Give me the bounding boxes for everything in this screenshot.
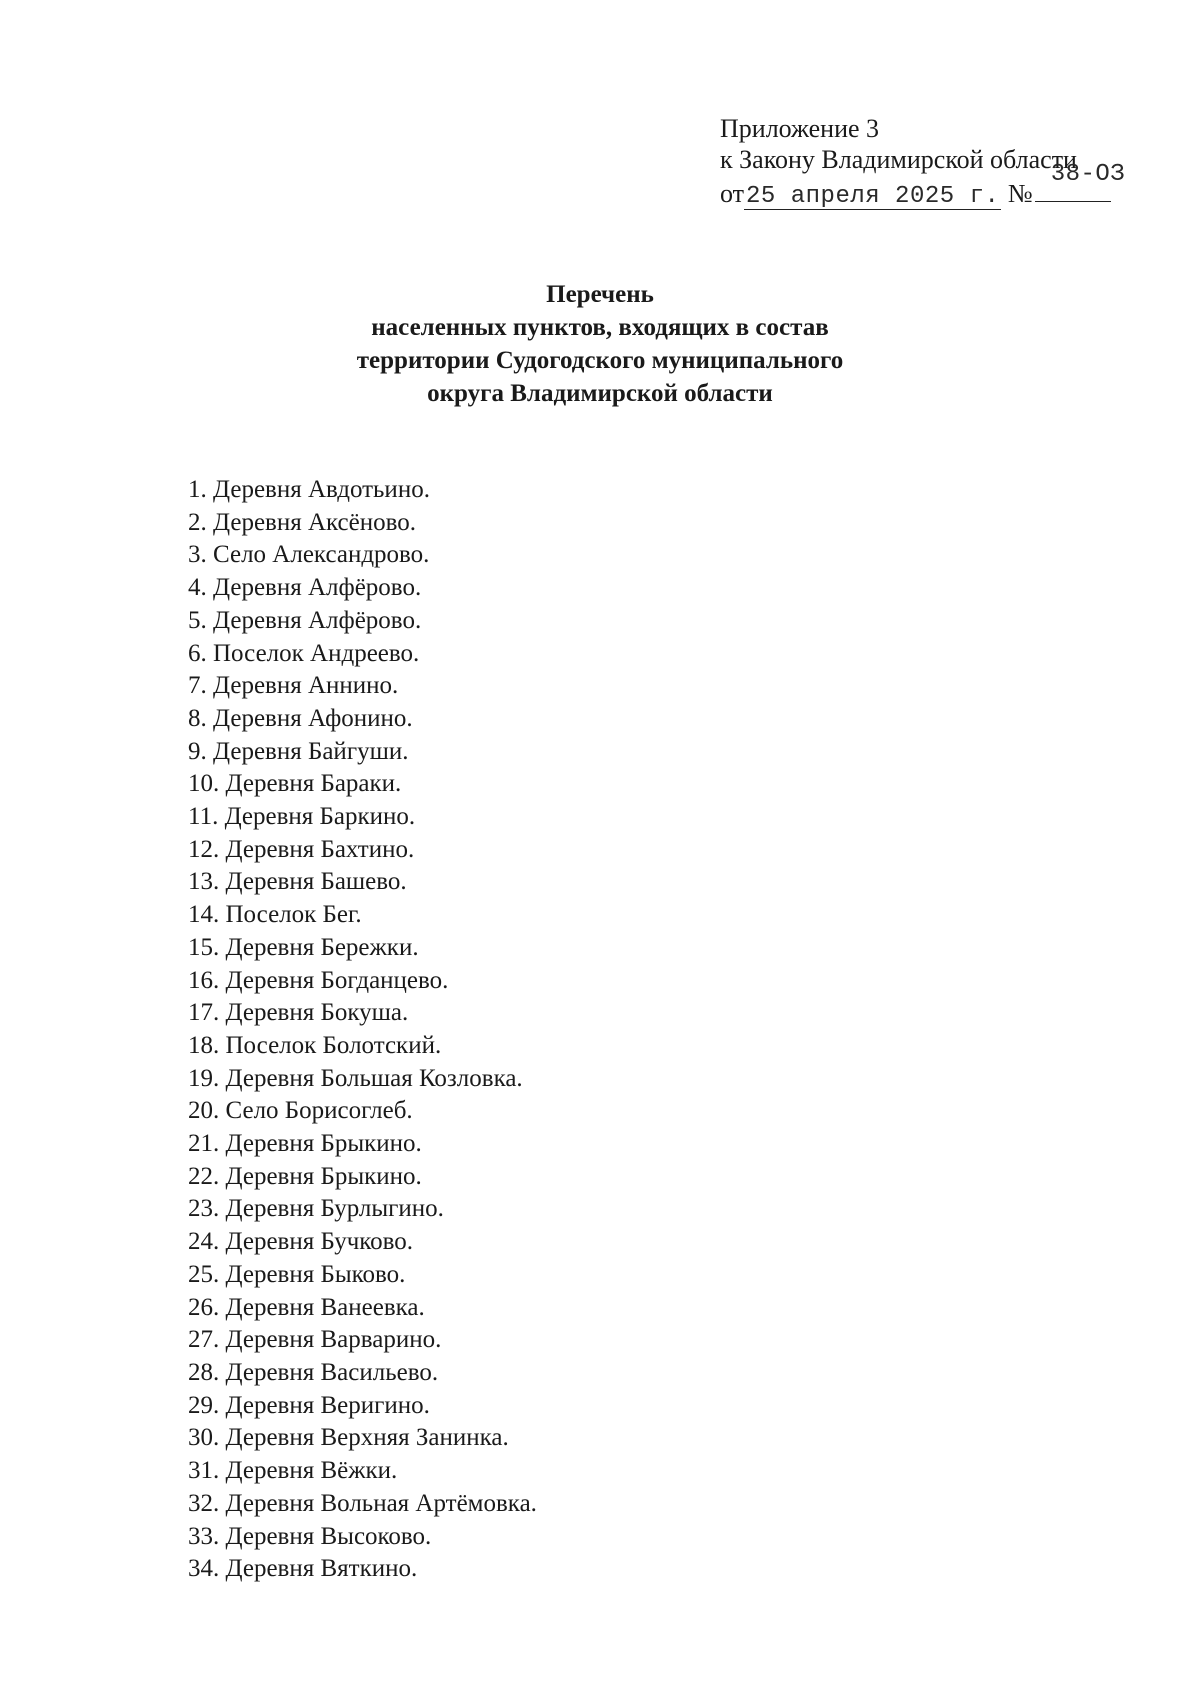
appendix-header (720, 113, 1160, 210)
date-number-row (720, 161, 1160, 210)
list-item: 11. Деревня Баркино. (188, 803, 416, 831)
list-item: 31. Деревня Вёжки. (188, 1457, 398, 1485)
list-item: 2. Деревня Аксёново. (188, 508, 417, 536)
list-item: 32. Деревня Вольная Артёмовка. (188, 1489, 537, 1517)
date-field (744, 182, 1001, 210)
list-item: 17. Деревня Бокуша. (188, 999, 409, 1027)
list-item: 34. Деревня Вяткино. (188, 1555, 418, 1583)
list-item: 15. Деревня Бережки. (188, 933, 419, 961)
list-item: 3. Село Александрово. (188, 541, 430, 569)
list-item: 7. Деревня Аннино. (188, 672, 399, 700)
list-item: 4. Деревня Алфёрово. (188, 574, 422, 602)
list-item: 9. Деревня Байгуши. (188, 737, 409, 765)
law-number: 38-ОЗ (1050, 161, 1126, 188)
settlement-list (188, 474, 537, 1586)
list-item: 28. Деревня Васильево. (188, 1358, 439, 1386)
list-item: 16. Деревня Богданцево. (188, 966, 449, 994)
list-item: 21. Деревня Брыкино. (188, 1130, 422, 1158)
document-title (300, 278, 900, 410)
list-item: 20. Село Борисоглеб. (188, 1097, 413, 1125)
title-line-3: территории Судогодского муниципального (356, 347, 844, 374)
list-item: 19. Деревня Большая Козловка. (188, 1064, 523, 1092)
law-reference: к Закону Владимирской области (720, 145, 1077, 174)
list-item: 33. Деревня Высоково. (188, 1522, 432, 1550)
list-item: 5. Деревня Алфёрово. (188, 606, 422, 634)
list-item: 10. Деревня Бараки. (188, 770, 402, 798)
list-item: 6. Поселок Андреево. (188, 639, 420, 667)
appendix-label: Приложение 3 (720, 114, 880, 143)
list-item: 24. Деревня Бучково. (188, 1228, 414, 1256)
number-field (1035, 161, 1126, 202)
title-line-2: населенных пунктов, входящих в состав (371, 314, 829, 341)
list-item: 8. Деревня Афонино. (188, 704, 413, 732)
list-item: 13. Деревня Башево. (188, 868, 407, 896)
title-line-4: округа Владимирской области (427, 380, 773, 407)
list-item: 18. Поселок Болотский. (188, 1031, 442, 1059)
list-item: 23. Деревня Бурлыгино. (188, 1195, 444, 1223)
title-line-1: Перечень (546, 281, 654, 308)
from-label: от (720, 179, 745, 208)
list-item: 22. Деревня Брыкино. (188, 1162, 422, 1190)
list-item: 30. Деревня Верхняя Занинка. (188, 1424, 509, 1452)
list-item: 29. Деревня Веригино. (188, 1391, 430, 1419)
list-item: 26. Деревня Ванеевка. (188, 1293, 425, 1321)
list-item: 12. Деревня Бахтино. (188, 835, 415, 863)
list-item: 27. Деревня Варварино. (188, 1326, 442, 1354)
number-label: № (1007, 179, 1033, 208)
list-item: 14. Поселок Бег. (188, 901, 362, 929)
list-item: 25. Деревня Быково. (188, 1260, 406, 1288)
law-date: 25 апреля 2025 г. (746, 183, 1000, 210)
list-item: 1. Деревня Авдотьино. (188, 476, 430, 503)
